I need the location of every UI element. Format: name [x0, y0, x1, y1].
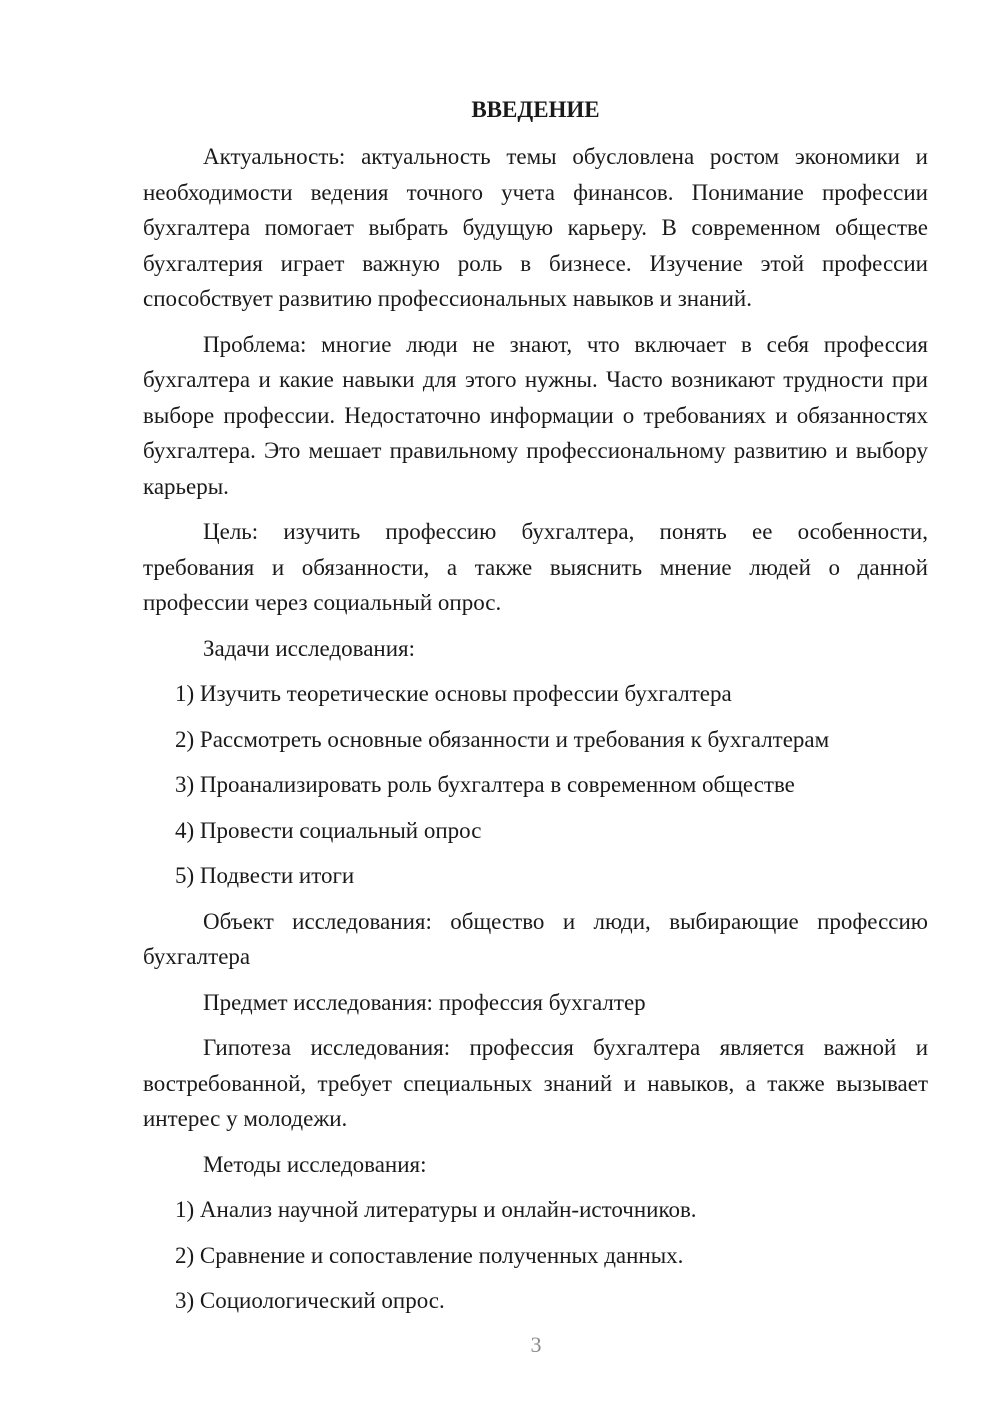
list-item: 2) Сравнение и сопоставление полученных данных.: [175, 1242, 684, 1268]
list-item: 2) Рассмотреть основные обязанности и требования к бухгалтерам: [175, 726, 830, 752]
methods-heading: Методы исследования:: [203, 1151, 427, 1177]
tasks-heading: Задачи исследования:: [203, 635, 416, 661]
hypothesis-paragraph: Гипотеза исследования: профессия бухгалтера является важной и востребованной, требует специальных знаний и навыков, а также вызывает интерес у молодежи.: [143, 1035, 928, 1131]
methods-list: [143, 1192, 928, 1319]
page-title: ВВЕДЕНИЕ: [471, 97, 600, 122]
goal-paragraph: Цель: изучить профессию бухгалтера, понять ее особенности, требования и обязанности, а также выяснить мнение людей о данной профессии через социальный опрос.: [143, 519, 928, 615]
list-item: 5) Подвести итоги: [175, 863, 355, 888]
list-item: 1) Анализ научной литературы и онлайн-источников.: [175, 1197, 697, 1222]
page-number: 3: [530, 1332, 542, 1357]
subject-paragraph: Предмет исследования: профессия бухгалтер: [203, 989, 646, 1015]
list-item: 1) Изучить теоретические основы профессии бухгалтера: [175, 681, 732, 706]
list-item: 3) Социологический опрос.: [175, 1288, 445, 1313]
relevance-paragraph: Актуальность: актуальность темы обусловлена ростом экономики и необходимости ведения точного учета финансов. Понимание профессии бухгалтера помогает выбрать будущую карьеру. В современном обществе бухгалтерия играет важную роль в бизнесе. Изучение этой профессии способствует развитию профессиональных навыков и знаний.: [143, 144, 928, 311]
problem-paragraph: Проблема: многие люди не знают, что включает в себя профессия бухгалтера и какие навыки для этого нужны. Часто возникают трудности при выборе профессии. Недостаточно информации о требованиях и обязанностях бухгалтера. Это мешает правильному профессиональному развитию и выбору карьеры.: [143, 331, 928, 499]
list-item: 4) Провести социальный опрос: [175, 817, 482, 843]
object-paragraph: Объект исследования: общество и люди, выбирающие профессию бухгалтера: [143, 908, 928, 969]
page-content: [143, 92, 928, 1329]
tasks-list: [143, 676, 928, 894]
list-item: 3) Проанализировать роль бухгалтера в современном обществе: [175, 772, 795, 797]
